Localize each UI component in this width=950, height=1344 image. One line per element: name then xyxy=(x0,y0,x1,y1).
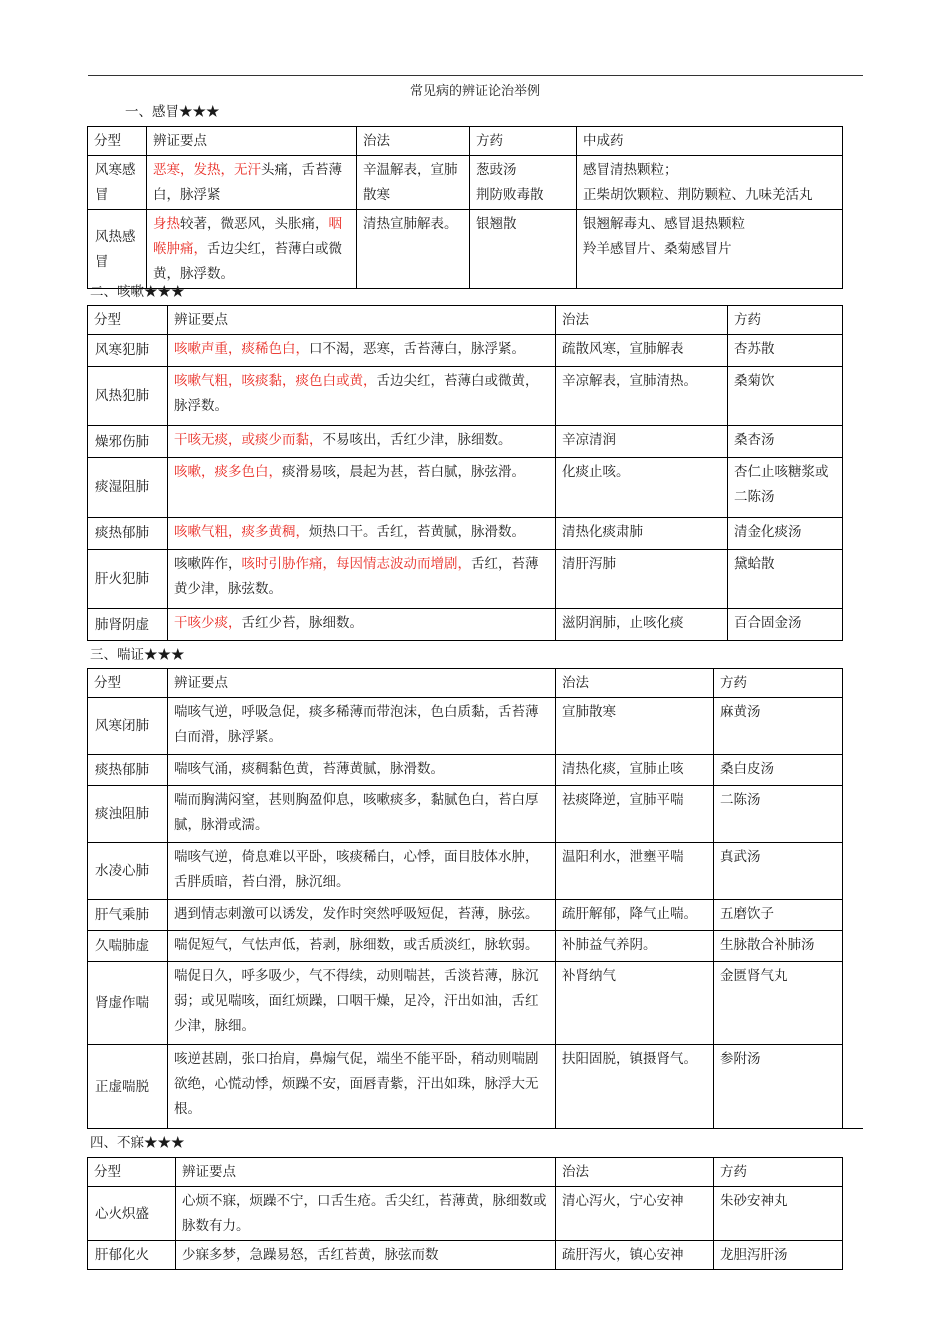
table-asthma xyxy=(87,668,843,1129)
column-header: 分型 xyxy=(88,669,168,698)
prescription: 银翘散 xyxy=(470,210,577,289)
prescription: 葱豉汤 荆防败毒散 xyxy=(470,156,577,210)
treatment-method: 扶阳固脱，镇摄肾气。 xyxy=(556,1045,714,1129)
diagnosis-points xyxy=(168,549,556,608)
key-symptom-text: 咳嗽气粗，咳痰黏，痰色白或黄， xyxy=(174,372,377,389)
treatment-method: 清热化痰，宣肺止咳 xyxy=(556,755,714,786)
treatment-method: 清肝泻肺 xyxy=(556,549,728,608)
symptom-text: 舌边尖红，苔薄白或微黄，脉浮数。 xyxy=(174,372,539,414)
table-row xyxy=(88,210,843,289)
column-header: 分型 xyxy=(88,1158,176,1187)
column-header: 治法 xyxy=(556,306,728,335)
prescription: 杏仁止咳糖浆或二陈汤 xyxy=(728,458,843,517)
key-symptom-text: 干咳少痰， xyxy=(174,615,242,632)
prescription: 黛蛤散 xyxy=(728,549,843,608)
syndrome-type: 肺肾阴虚 xyxy=(88,609,168,641)
syndrome-type: 燥邪伤肺 xyxy=(88,426,168,458)
symptom-text: 心烦不寐，烦躁不宁，口舌生疮。舌尖红，苔薄黄，脉细数或脉数有力。 xyxy=(182,1193,547,1234)
syndrome-type: 风热犯肺 xyxy=(88,366,168,425)
prescription: 杏苏散 xyxy=(728,335,843,367)
syndrome-type: 肝火犯肺 xyxy=(88,549,168,608)
document-title: 常见病的辨证论治举例 xyxy=(409,84,540,99)
table-row xyxy=(88,961,843,1045)
table-row xyxy=(88,698,843,755)
table-cough xyxy=(87,305,843,641)
prescription: 麻黄汤 xyxy=(714,698,843,755)
symptom-text: 烦热口干。舌红，苔黄腻，脉滑数。 xyxy=(309,523,525,540)
table-row xyxy=(88,1045,843,1129)
symptom-text: 喘咳气逆，呼吸急促，痰多稀薄而带泡沫，色白质黏，舌苔薄白而滑，脉浮紧。 xyxy=(174,704,539,745)
treatment-method: 化痰止咳。 xyxy=(556,458,728,517)
diagnosis-points xyxy=(168,930,556,961)
symptom-text: 喘而胸满闷窒，甚则胸盈仰息，咳嗽痰多，黏腻色白，苔白厚腻，脉滑或濡。 xyxy=(174,791,539,833)
treatment-method: 补肾纳气 xyxy=(556,961,714,1045)
syndrome-type: 痰热郁肺 xyxy=(88,755,168,786)
table-common-cold xyxy=(87,126,843,289)
key-symptom-text: 咽喉肿痛， xyxy=(153,216,342,257)
syndrome-type: 风寒犯肺 xyxy=(88,335,168,367)
diagnosis-points xyxy=(168,366,556,425)
syndrome-type: 风寒感冒 xyxy=(88,156,147,210)
patent-medicine: 银翘解毒丸、感冒退热颗粒 羚羊感冒片、桑菊感冒片 xyxy=(577,210,843,289)
table-row xyxy=(88,1241,843,1270)
table-row xyxy=(88,156,843,210)
column-header: 方药 xyxy=(470,127,577,156)
prescription: 桑菊饮 xyxy=(728,366,843,425)
key-symptom-text: 身热 xyxy=(153,216,180,232)
syndrome-type: 痰湿阻肺 xyxy=(88,458,168,517)
prescription: 真武汤 xyxy=(714,843,843,900)
diagnosis-points xyxy=(168,609,556,641)
diagnosis-points xyxy=(168,785,556,842)
symptom-text: 少寐多梦，急躁易怒，舌红苔黄，脉弦而数 xyxy=(182,1247,439,1263)
key-symptom-text: 咳嗽，痰多色白， xyxy=(174,464,282,481)
prescription: 龙胆泻肝汤 xyxy=(714,1241,843,1270)
symptom-text: 口不渴，恶寒，舌苔薄白，脉浮紧。 xyxy=(309,341,525,357)
diagnosis-points xyxy=(147,210,357,289)
symptom-text: 喘促日久，呼多吸少，气不得续，动则喘甚，舌淡苔薄，脉沉弱；或见喘咳，面红烦躁，口咽干燥，足冷，汗出如油，舌红少津，脉细。 xyxy=(174,967,539,1034)
column-header: 分型 xyxy=(88,306,168,335)
column-header: 分型 xyxy=(88,127,147,156)
treatment-method: 辛凉清润 xyxy=(556,426,728,458)
table-row xyxy=(88,609,843,641)
column-header: 辨证要点 xyxy=(168,669,556,698)
treatment-method: 温阳利水，泄壅平喘 xyxy=(556,843,714,900)
symptom-text: 较著，微恶风，头胀痛， xyxy=(180,216,329,232)
table-row xyxy=(88,1187,843,1241)
syndrome-type: 痰热郁肺 xyxy=(88,517,168,549)
diagnosis-points xyxy=(176,1187,556,1241)
key-symptom-text: 咳嗽声重，痰稀色白， xyxy=(174,341,309,357)
symptom-text: 咳嗽阵作， xyxy=(174,555,242,572)
treatment-method: 祛痰降逆，宣肺平喘 xyxy=(556,785,714,842)
table-row xyxy=(88,900,843,931)
syndrome-type: 心火炽盛 xyxy=(88,1187,176,1241)
table-row xyxy=(88,517,843,549)
section-heading-cold: 一、感冒★★★ xyxy=(125,104,220,120)
syndrome-type: 正虚喘脱 xyxy=(88,1045,168,1129)
symptom-text: 喘咳气逆，倚息难以平卧，咳痰稀白，心悸，面目肢体水肿，舌胖质暗，苔白滑，脉沉细。 xyxy=(174,849,539,891)
syndrome-type: 痰浊阻肺 xyxy=(88,785,168,842)
syndrome-type: 肾虚作喘 xyxy=(88,961,168,1045)
key-symptom-text: 发热， xyxy=(193,162,234,178)
diagnosis-points xyxy=(168,426,556,458)
section-heading-cough: 二、咳嗽★★★ xyxy=(90,284,185,300)
treatment-method: 疏肝解郁，降气止喘。 xyxy=(556,900,714,931)
column-header: 治法 xyxy=(556,1158,714,1187)
treatment-method: 宣肺散寒 xyxy=(556,698,714,755)
column-header: 治法 xyxy=(556,669,714,698)
table-row xyxy=(88,426,843,458)
symptom-text: 头痛，舌苔薄白，脉浮紧 xyxy=(153,162,342,203)
table-row xyxy=(88,785,843,842)
symptom-text: 遇到情志刺激可以诱发，发作时突然呼吸短促，苔薄，脉弦。 xyxy=(174,906,539,923)
prescription: 桑白皮汤 xyxy=(714,755,843,786)
treatment-method: 清热化痰肃肺 xyxy=(556,517,728,549)
table-header-row xyxy=(88,306,843,335)
table-row xyxy=(88,366,843,425)
table-edge-line xyxy=(843,1128,863,1129)
symptom-text: 喘促短气，气怯声低，苔剥，脉细数，或舌质淡红，脉软弱。 xyxy=(174,936,539,953)
diagnosis-points xyxy=(168,755,556,786)
header-rule xyxy=(88,75,863,76)
treatment-method: 清心泻火，宁心安神 xyxy=(556,1187,714,1241)
diagnosis-points xyxy=(168,335,556,367)
section-heading-asthma: 三、喘证★★★ xyxy=(90,647,185,663)
syndrome-type: 久喘肺虚 xyxy=(88,930,168,961)
treatment-method: 疏散风寒，宣肺解表 xyxy=(556,335,728,367)
table-insomnia xyxy=(87,1157,843,1270)
prescription: 朱砂安神丸 xyxy=(714,1187,843,1241)
syndrome-type: 肝气乘肺 xyxy=(88,900,168,931)
symptom-text: 舌红，苔薄黄少津，脉弦数。 xyxy=(174,555,539,597)
symptom-text: 喘咳气涌，痰稠黏色黄，苔薄黄腻，脉滑数。 xyxy=(174,761,444,778)
column-header: 治法 xyxy=(357,127,470,156)
treatment-method: 补肺益气养阴。 xyxy=(556,930,714,961)
column-header: 方药 xyxy=(714,1158,843,1187)
diagnosis-points xyxy=(168,517,556,549)
symptom-text: 不易咳出，舌红少津，脉细数。 xyxy=(322,432,512,449)
diagnosis-points xyxy=(176,1241,556,1270)
prescription: 二陈汤 xyxy=(714,785,843,842)
key-symptom-text: 咳嗽气粗，痰多黄稠， xyxy=(174,523,309,540)
table-header-row xyxy=(88,669,843,698)
prescription: 五磨饮子 xyxy=(714,900,843,931)
diagnosis-points xyxy=(168,698,556,755)
diagnosis-points xyxy=(168,843,556,900)
treatment-method: 疏肝泻火，镇心安神 xyxy=(556,1241,714,1270)
symptom-text: 咳逆甚剧，张口抬肩，鼻煽气促，端坐不能平卧，稍动则喘剧欲绝，心慌动悸，烦躁不安，面唇青紫，汗出如珠，脉浮大无根。 xyxy=(174,1051,539,1118)
table-row xyxy=(88,930,843,961)
key-symptom-text: 无汗 xyxy=(234,162,261,178)
key-symptom-text: 咳时引胁作痛，每因情志波动而增剧， xyxy=(241,555,471,572)
column-header: 方药 xyxy=(728,306,843,335)
prescription: 生脉散合补肺汤 xyxy=(714,930,843,961)
prescription: 金匮肾气丸 xyxy=(714,961,843,1045)
table-row xyxy=(88,755,843,786)
patent-medicine: 感冒清热颗粒； 正柴胡饮颗粒、荆防颗粒、九味羌活丸 xyxy=(577,156,843,210)
syndrome-type: 风热感冒 xyxy=(88,210,147,289)
table-header-row xyxy=(88,1158,843,1187)
prescription: 桑杏汤 xyxy=(728,426,843,458)
syndrome-type: 肝郁化火 xyxy=(88,1241,176,1270)
table-row xyxy=(88,335,843,367)
syndrome-type: 风寒闭肺 xyxy=(88,698,168,755)
prescription: 参附汤 xyxy=(714,1045,843,1129)
column-header: 中成药 xyxy=(577,127,843,156)
table-header-row xyxy=(88,127,843,156)
table-row xyxy=(88,843,843,900)
diagnosis-points xyxy=(168,1045,556,1129)
treatment-method: 辛温解表，宣肺散寒 xyxy=(357,156,470,210)
diagnosis-points xyxy=(168,961,556,1045)
treatment-method: 滋阴润肺，止咳化痰 xyxy=(556,609,728,641)
syndrome-type: 水凌心肺 xyxy=(88,843,168,900)
key-symptom-text: 干咳无痰，或痰少而黏， xyxy=(174,432,323,449)
diagnosis-points xyxy=(147,156,357,210)
column-header: 辨证要点 xyxy=(176,1158,556,1187)
diagnosis-points xyxy=(168,458,556,517)
section-heading-insomnia: 四、不寐★★★ xyxy=(90,1135,185,1151)
diagnosis-points xyxy=(168,900,556,931)
column-header: 方药 xyxy=(714,669,843,698)
table-row xyxy=(88,458,843,517)
symptom-text: 舌红少苔，脉细数。 xyxy=(241,615,363,632)
column-header: 辨证要点 xyxy=(168,306,556,335)
symptom-text: 痰滑易咳，晨起为甚，苔白腻，脉弦滑。 xyxy=(282,464,525,481)
prescription: 百合固金汤 xyxy=(728,609,843,641)
table-row xyxy=(88,549,843,608)
prescription: 清金化痰汤 xyxy=(728,517,843,549)
treatment-method: 清热宣肺解表。 xyxy=(357,210,470,289)
key-symptom-text: 恶寒， xyxy=(153,162,194,178)
treatment-method: 辛凉解表，宣肺清热。 xyxy=(556,366,728,425)
symptom-text: 舌边尖红，苔薄白或微黄，脉浮数。 xyxy=(153,241,342,282)
column-header: 辨证要点 xyxy=(147,127,357,156)
